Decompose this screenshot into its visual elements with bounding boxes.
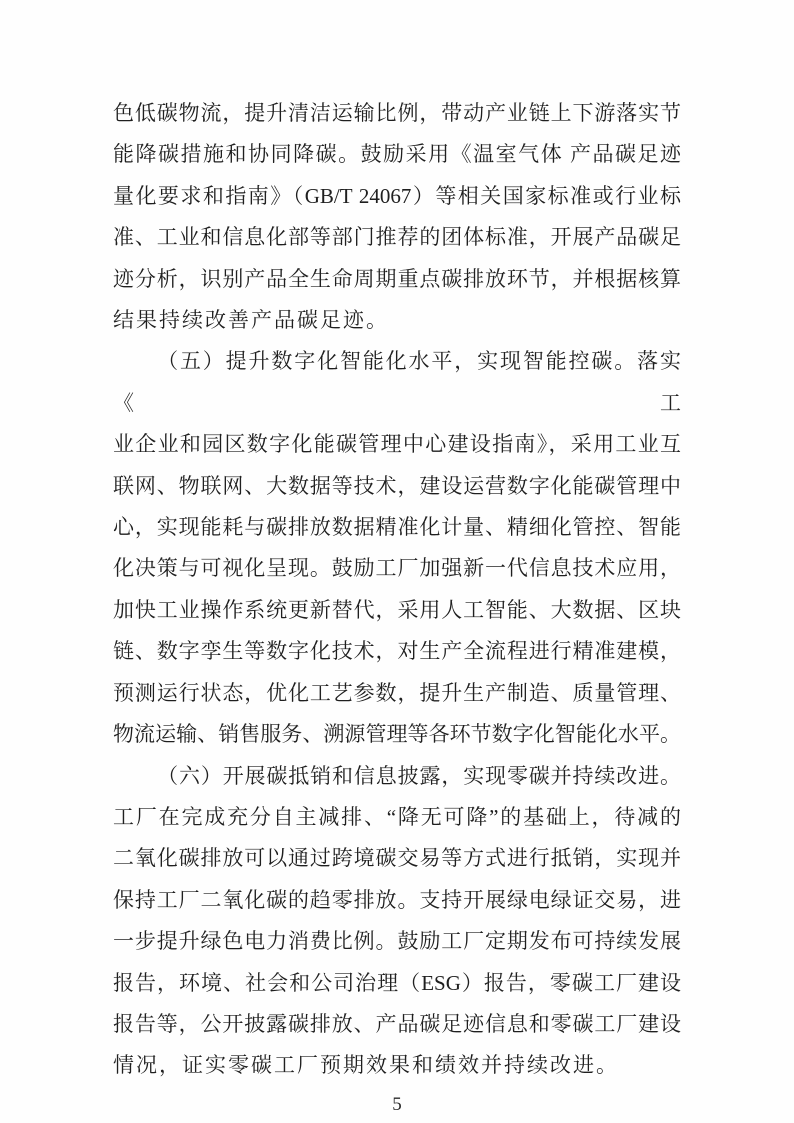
text-line: 心，实现能耗与碳排放数据精准化计量、精细化管控、智能: [113, 515, 681, 540]
text-line: 情况，证实零碳工厂预期效果和绩效并持续改进。: [113, 1053, 619, 1078]
text-line-section-heading-6: （六）开展碳抵销和信息披露，实现零碳并持续改进。: [157, 763, 681, 788]
text-line: 一步提升绿色电力消费比例。鼓励工厂定期发布可持续发展: [113, 929, 681, 954]
text-line: 物流运输、销售服务、溯源管理等各环节数字化智能化水平。: [113, 722, 681, 747]
text-line: 预测运行状态，优化工艺参数，提升生产制造、质量管理、: [113, 680, 681, 705]
text-line: 联网、物联网、大数据等技术，建设运营数字化能碳管理中: [113, 473, 681, 498]
text-line: 结果持续改善产品碳足迹。: [113, 308, 389, 333]
text-line: 二氧化碳排放可以通过跨境碳交易等方式进行抵销，实现并: [113, 846, 681, 871]
text-line: 能降碳措施和协同降碳。鼓励采用《温室气体 产品碳足迹: [113, 142, 681, 167]
text-line: 量化要求和指南》（GB/T 24067）等相关国家标准或行业标: [113, 183, 681, 208]
text-line: 加快工业操作系统更新替代，采用人工智能、大数据、区块: [113, 597, 681, 622]
page-footer: [113, 1094, 681, 1116]
text-line-section-heading-5: （五）提升数字化智能化水平，实现智能控碳。落实《工: [113, 349, 681, 415]
document-body: [113, 93, 681, 1087]
text-line: 化决策与可视化呈现。鼓励工厂加强新一代信息技术应用，: [113, 556, 681, 581]
text-line: 链、数字孪生等数字化技术，对生产全流程进行精准建模，: [113, 639, 681, 664]
text-line: 工厂在完成充分自主减排、“降无可降”的基础上，待减的: [113, 804, 681, 829]
text-line: 业企业和园区数字化能碳管理中心建设指南》，采用工业互: [113, 432, 681, 457]
text-line: 保持工厂二氧化碳的趋零排放。支持开展绿电绿证交易，进: [113, 887, 681, 912]
text-line: 色低碳物流，提升清洁运输比例，带动产业链上下游落实节: [113, 101, 681, 125]
text-line: 报告等，公开披露碳排放、产品碳足迹信息和零碳工厂建设: [113, 1011, 681, 1036]
text-line: 准、工业和信息化部等部门推荐的团体标准，开展产品碳足: [113, 225, 681, 250]
page-number: 5: [392, 1093, 402, 1115]
text-line: 迹分析，识别产品全生命周期重点碳排放环节，并根据核算: [113, 266, 681, 291]
text-line: 报告，环境、社会和公司治理（ESG）报告，零碳工厂建设: [113, 970, 681, 995]
